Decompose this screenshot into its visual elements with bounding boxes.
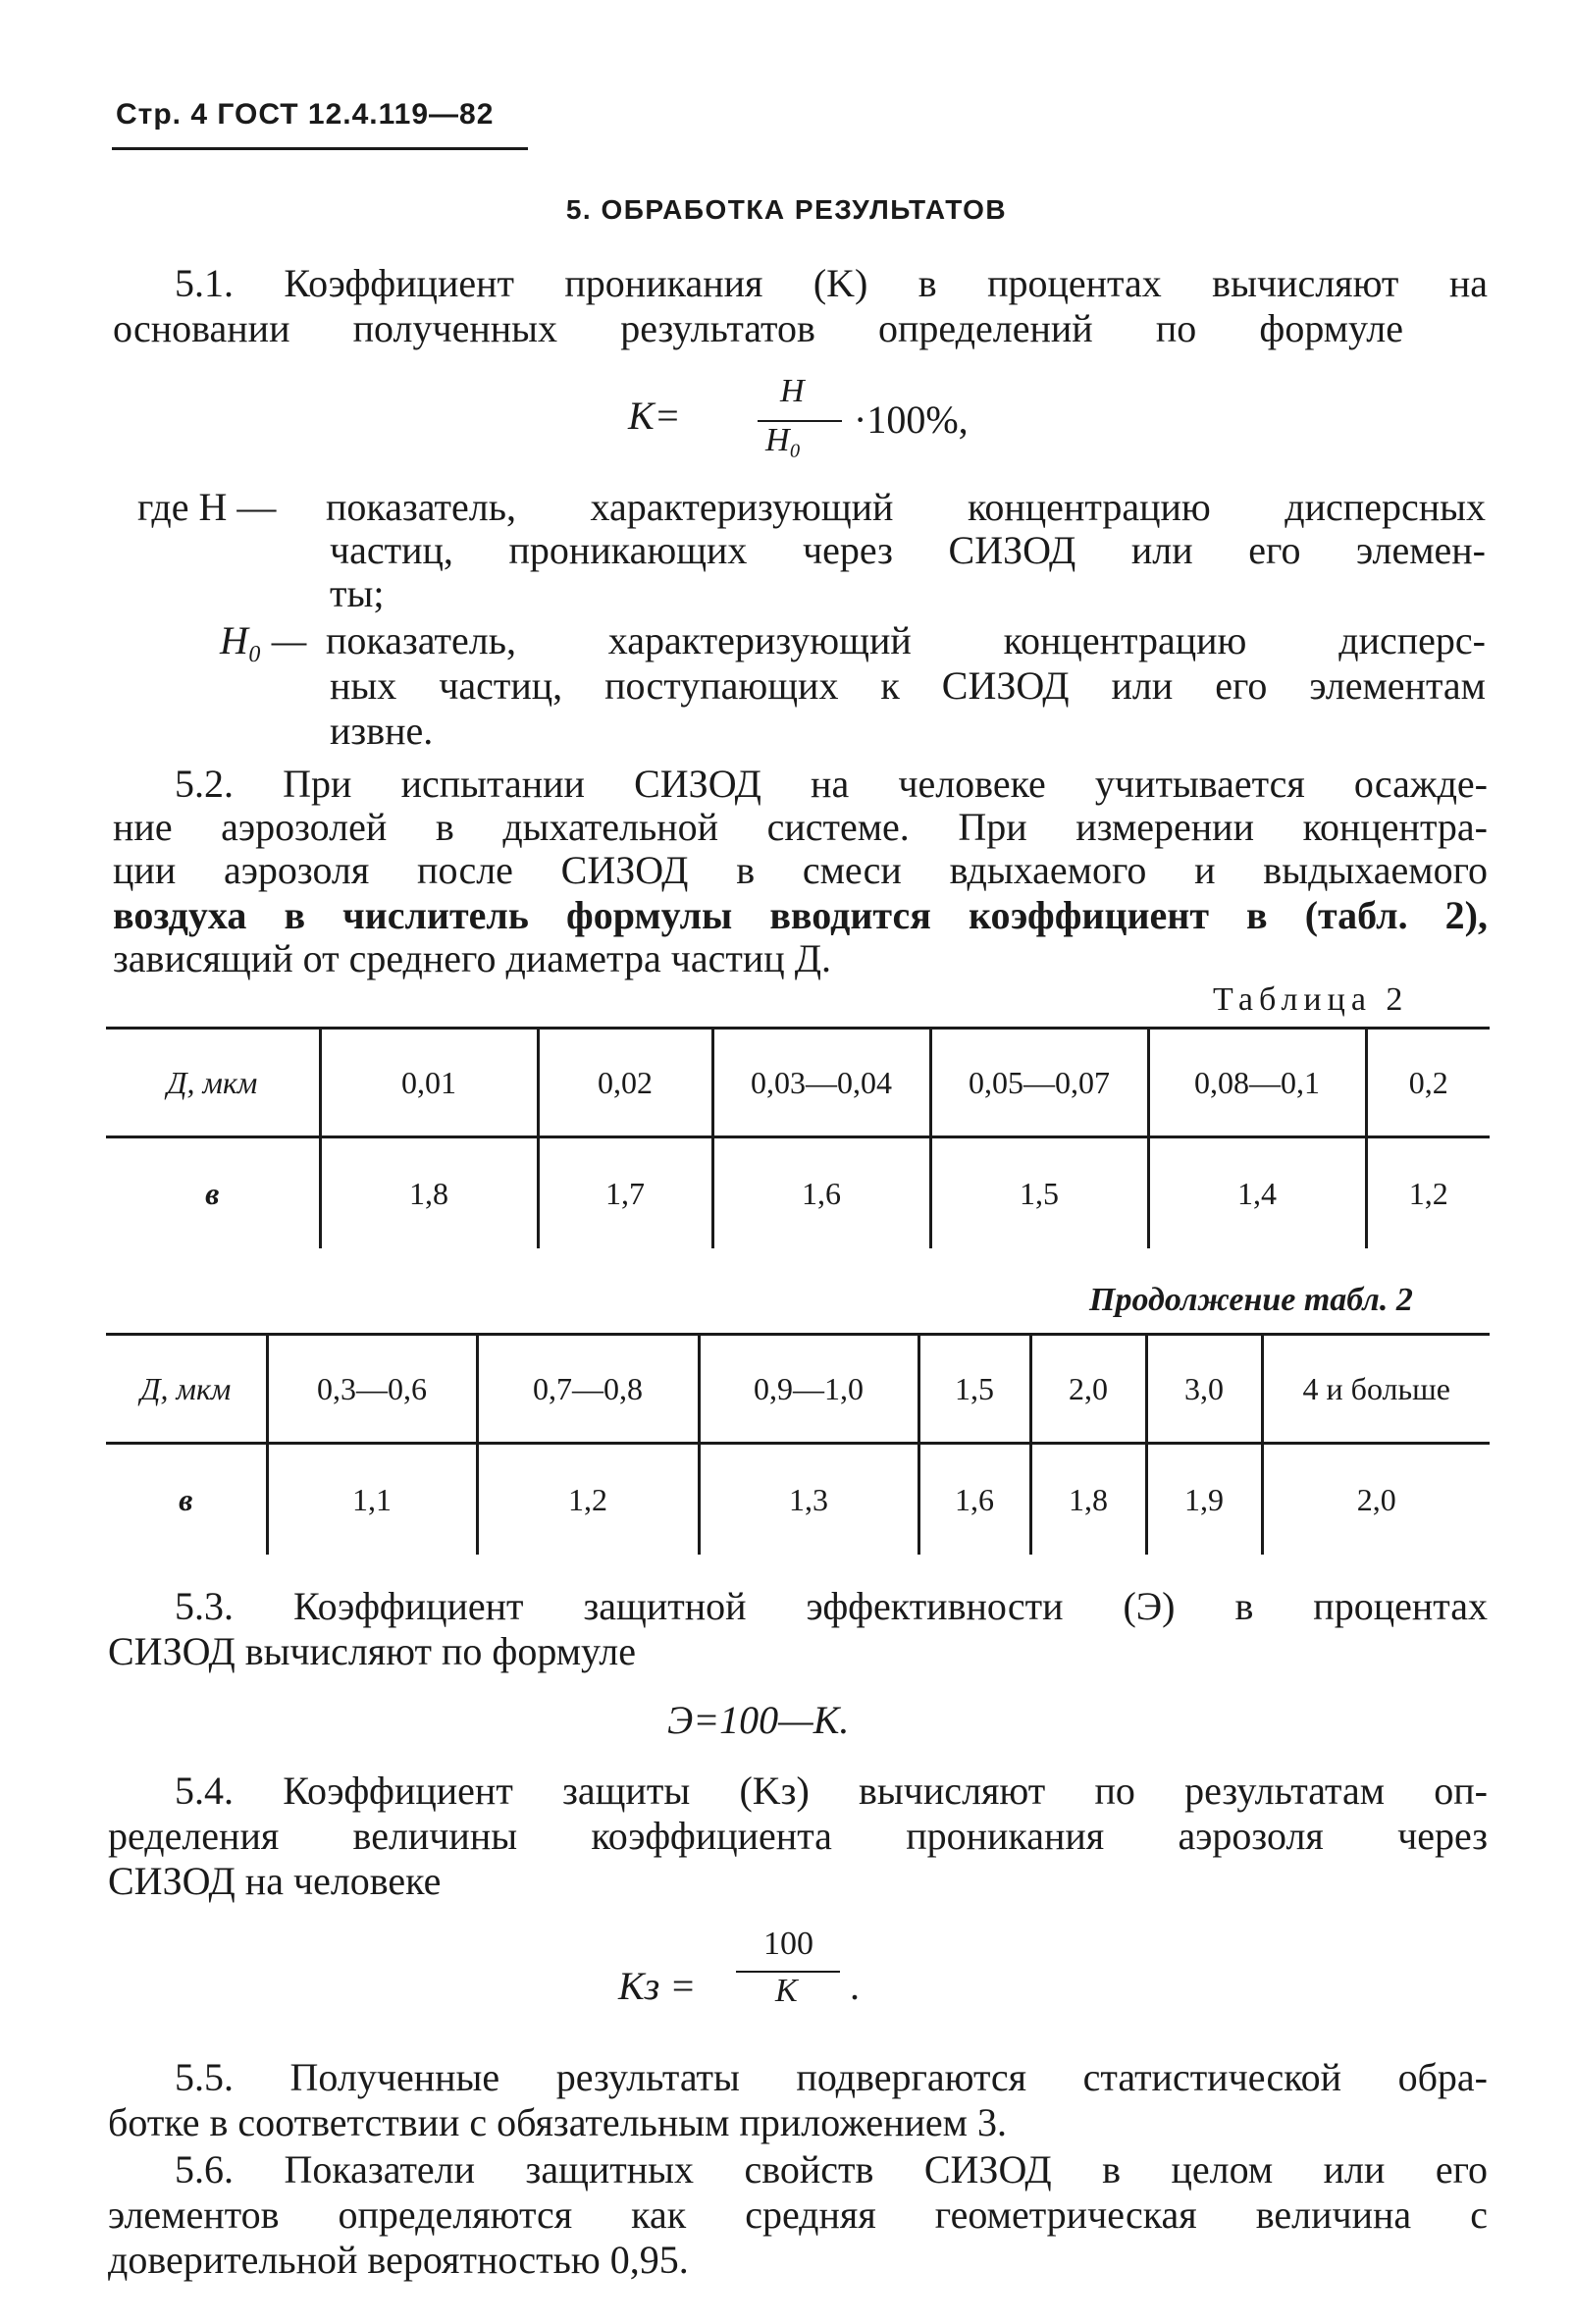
p55-line2: ботке в соответствии с обязательным приложением 3. xyxy=(108,2100,1007,2144)
formula3-rhs: . xyxy=(850,1964,860,2008)
p55-line1: 5.5. Полученные результаты подвергаются статистической обра- xyxy=(175,2055,1488,2099)
table2-value-cell: 1,5 xyxy=(930,1137,1148,1249)
table2-header-cell: 0,05—0,07 xyxy=(930,1029,1148,1137)
formula1-lhs: K= xyxy=(628,394,681,438)
p52-line2: ние аэрозолей в дыхательной системе. При измерении концентра- xyxy=(113,805,1488,849)
p52-line4: воздуха в числитель формулы вводится коэффициент в (табл. 2), xyxy=(113,893,1488,937)
table2-header-row xyxy=(106,1029,1490,1137)
p53-line2: СИЗОД вычисляют по формуле xyxy=(108,1629,637,1673)
table2b-header-row xyxy=(106,1335,1490,1444)
table2b-caption: Продолжение табл. 2 xyxy=(1089,1282,1413,1318)
table2b-header-cell: 0,3—0,6 xyxy=(267,1335,477,1444)
table2b-value-cell: 1,1 xyxy=(267,1444,477,1556)
table2-caption: Таблица 2 xyxy=(1213,981,1409,1018)
formula1-rhs: ·100%, xyxy=(854,397,969,442)
table2-value-cell: 1,4 xyxy=(1148,1137,1366,1249)
where-h-prefix: где H — xyxy=(137,485,277,529)
header-rule xyxy=(112,147,528,150)
table2-header-cell: 0,03—0,04 xyxy=(712,1029,930,1137)
table2-value-row xyxy=(106,1137,1490,1249)
table2-continued xyxy=(106,1333,1490,1555)
table2b-header-cell: 0,7—0,8 xyxy=(477,1335,699,1444)
where-h-line1: показатель, характеризующий концентрацию дисперсных xyxy=(326,485,1486,529)
p56-line2: элементов определяются как средняя геометрическая величина с xyxy=(108,2192,1488,2237)
table2-value-cell: 1,6 xyxy=(712,1137,930,1249)
table2b-value-cell: 1,3 xyxy=(699,1444,918,1556)
p52-line3: ции аэрозоля после СИЗОД в смеси вдыхаемого и выдыхаемого xyxy=(113,848,1488,892)
p54-line1: 5.4. Коэффициент защиты (Kз) вычисляют по результатам оп- xyxy=(175,1769,1488,1813)
table2-header-cell: 0,08—0,1 xyxy=(1148,1029,1366,1137)
table2-header-cell: Д, мкм xyxy=(106,1029,320,1137)
table2b-value-cell: 1,2 xyxy=(477,1444,699,1556)
table2b-header-cell: Д, мкм xyxy=(106,1335,267,1444)
formula-e: Э=100—K. xyxy=(667,1698,850,1742)
section-title: 5. ОБРАБОТКА РЕЗУЛЬТАТОВ xyxy=(565,194,1008,225)
formula3-denominator: K xyxy=(775,1973,798,2009)
table2b-value-cell: 1,6 xyxy=(918,1444,1030,1556)
p53-line1: 5.3. Коэффициент защитной эффективности (Э) в процентах xyxy=(175,1584,1488,1628)
formula3-lhs: Kз = xyxy=(618,1964,697,2008)
where-h0-line2: ных частиц, поступающих к СИЗОД или его элементам xyxy=(330,663,1486,708)
page-header: Стр. 4 ГОСТ 12.4.119—82 xyxy=(116,98,495,131)
table2b-header-cell: 2,0 xyxy=(1030,1335,1146,1444)
table2b-header-cell: 3,0 xyxy=(1146,1335,1262,1444)
formula1-numerator: H xyxy=(780,373,805,409)
p56-line3: доверительной вероятностью 0,95. xyxy=(108,2238,689,2282)
table2b-value-cell: в xyxy=(179,1481,193,1517)
p54-line2: ределения величины коэффициента проникания аэрозоля через xyxy=(108,1814,1488,1858)
table2b-header-cell: 1,5 xyxy=(918,1335,1030,1444)
table2-header-cell: 0,02 xyxy=(538,1029,712,1137)
table2-value-cell: 1,7 xyxy=(538,1137,712,1249)
table2b-value-cell: 1,9 xyxy=(1146,1444,1262,1556)
p51-line2: основании полученных результатов определений по формуле xyxy=(113,306,1403,350)
where-h-line2: частиц, проникающих через СИЗОД или его элемен- xyxy=(330,528,1486,572)
table2-header-cell: 0,2 xyxy=(1366,1029,1490,1137)
table2b-value-row xyxy=(106,1444,1490,1556)
p52-line5: зависящий от среднего диаметра частиц Д. xyxy=(113,936,831,980)
table2b-value-cell: 2,0 xyxy=(1262,1444,1490,1556)
formula3-numerator: 100 xyxy=(763,1926,813,1962)
table2 xyxy=(106,1027,1490,1248)
table2-value-cell: в xyxy=(205,1175,220,1211)
p56-line1: 5.6. Показатели защитных свойств СИЗОД в целом или его xyxy=(175,2147,1488,2192)
table2b-header-cell: 4 и больше xyxy=(1262,1335,1490,1444)
table2-header-cell: 0,01 xyxy=(320,1029,538,1137)
where-h0-line1: показатель, характеризующий концентрацию дисперс- xyxy=(326,618,1486,662)
where-h0-prefix: H₀ — xyxy=(220,618,307,662)
table2-value-cell: 1,8 xyxy=(320,1137,538,1249)
table2b-value-cell: 1,8 xyxy=(1030,1444,1146,1556)
table2b-header-cell: 0,9—1,0 xyxy=(699,1335,918,1444)
p51-line1: 5.1. Коэффициент проникания (K) в процентах вычисляют на xyxy=(175,261,1488,305)
where-h0-line3: извне. xyxy=(330,709,434,753)
where-h-line3: ты; xyxy=(330,571,385,615)
table2-value-cell: 1,2 xyxy=(1366,1137,1490,1249)
formula1-denominator: H₀ xyxy=(765,422,802,458)
p54-line3: СИЗОД на человеке xyxy=(108,1859,442,1903)
p52-line1: 5.2. При испытании СИЗОД на человеке учитывается осажде- xyxy=(175,762,1488,806)
